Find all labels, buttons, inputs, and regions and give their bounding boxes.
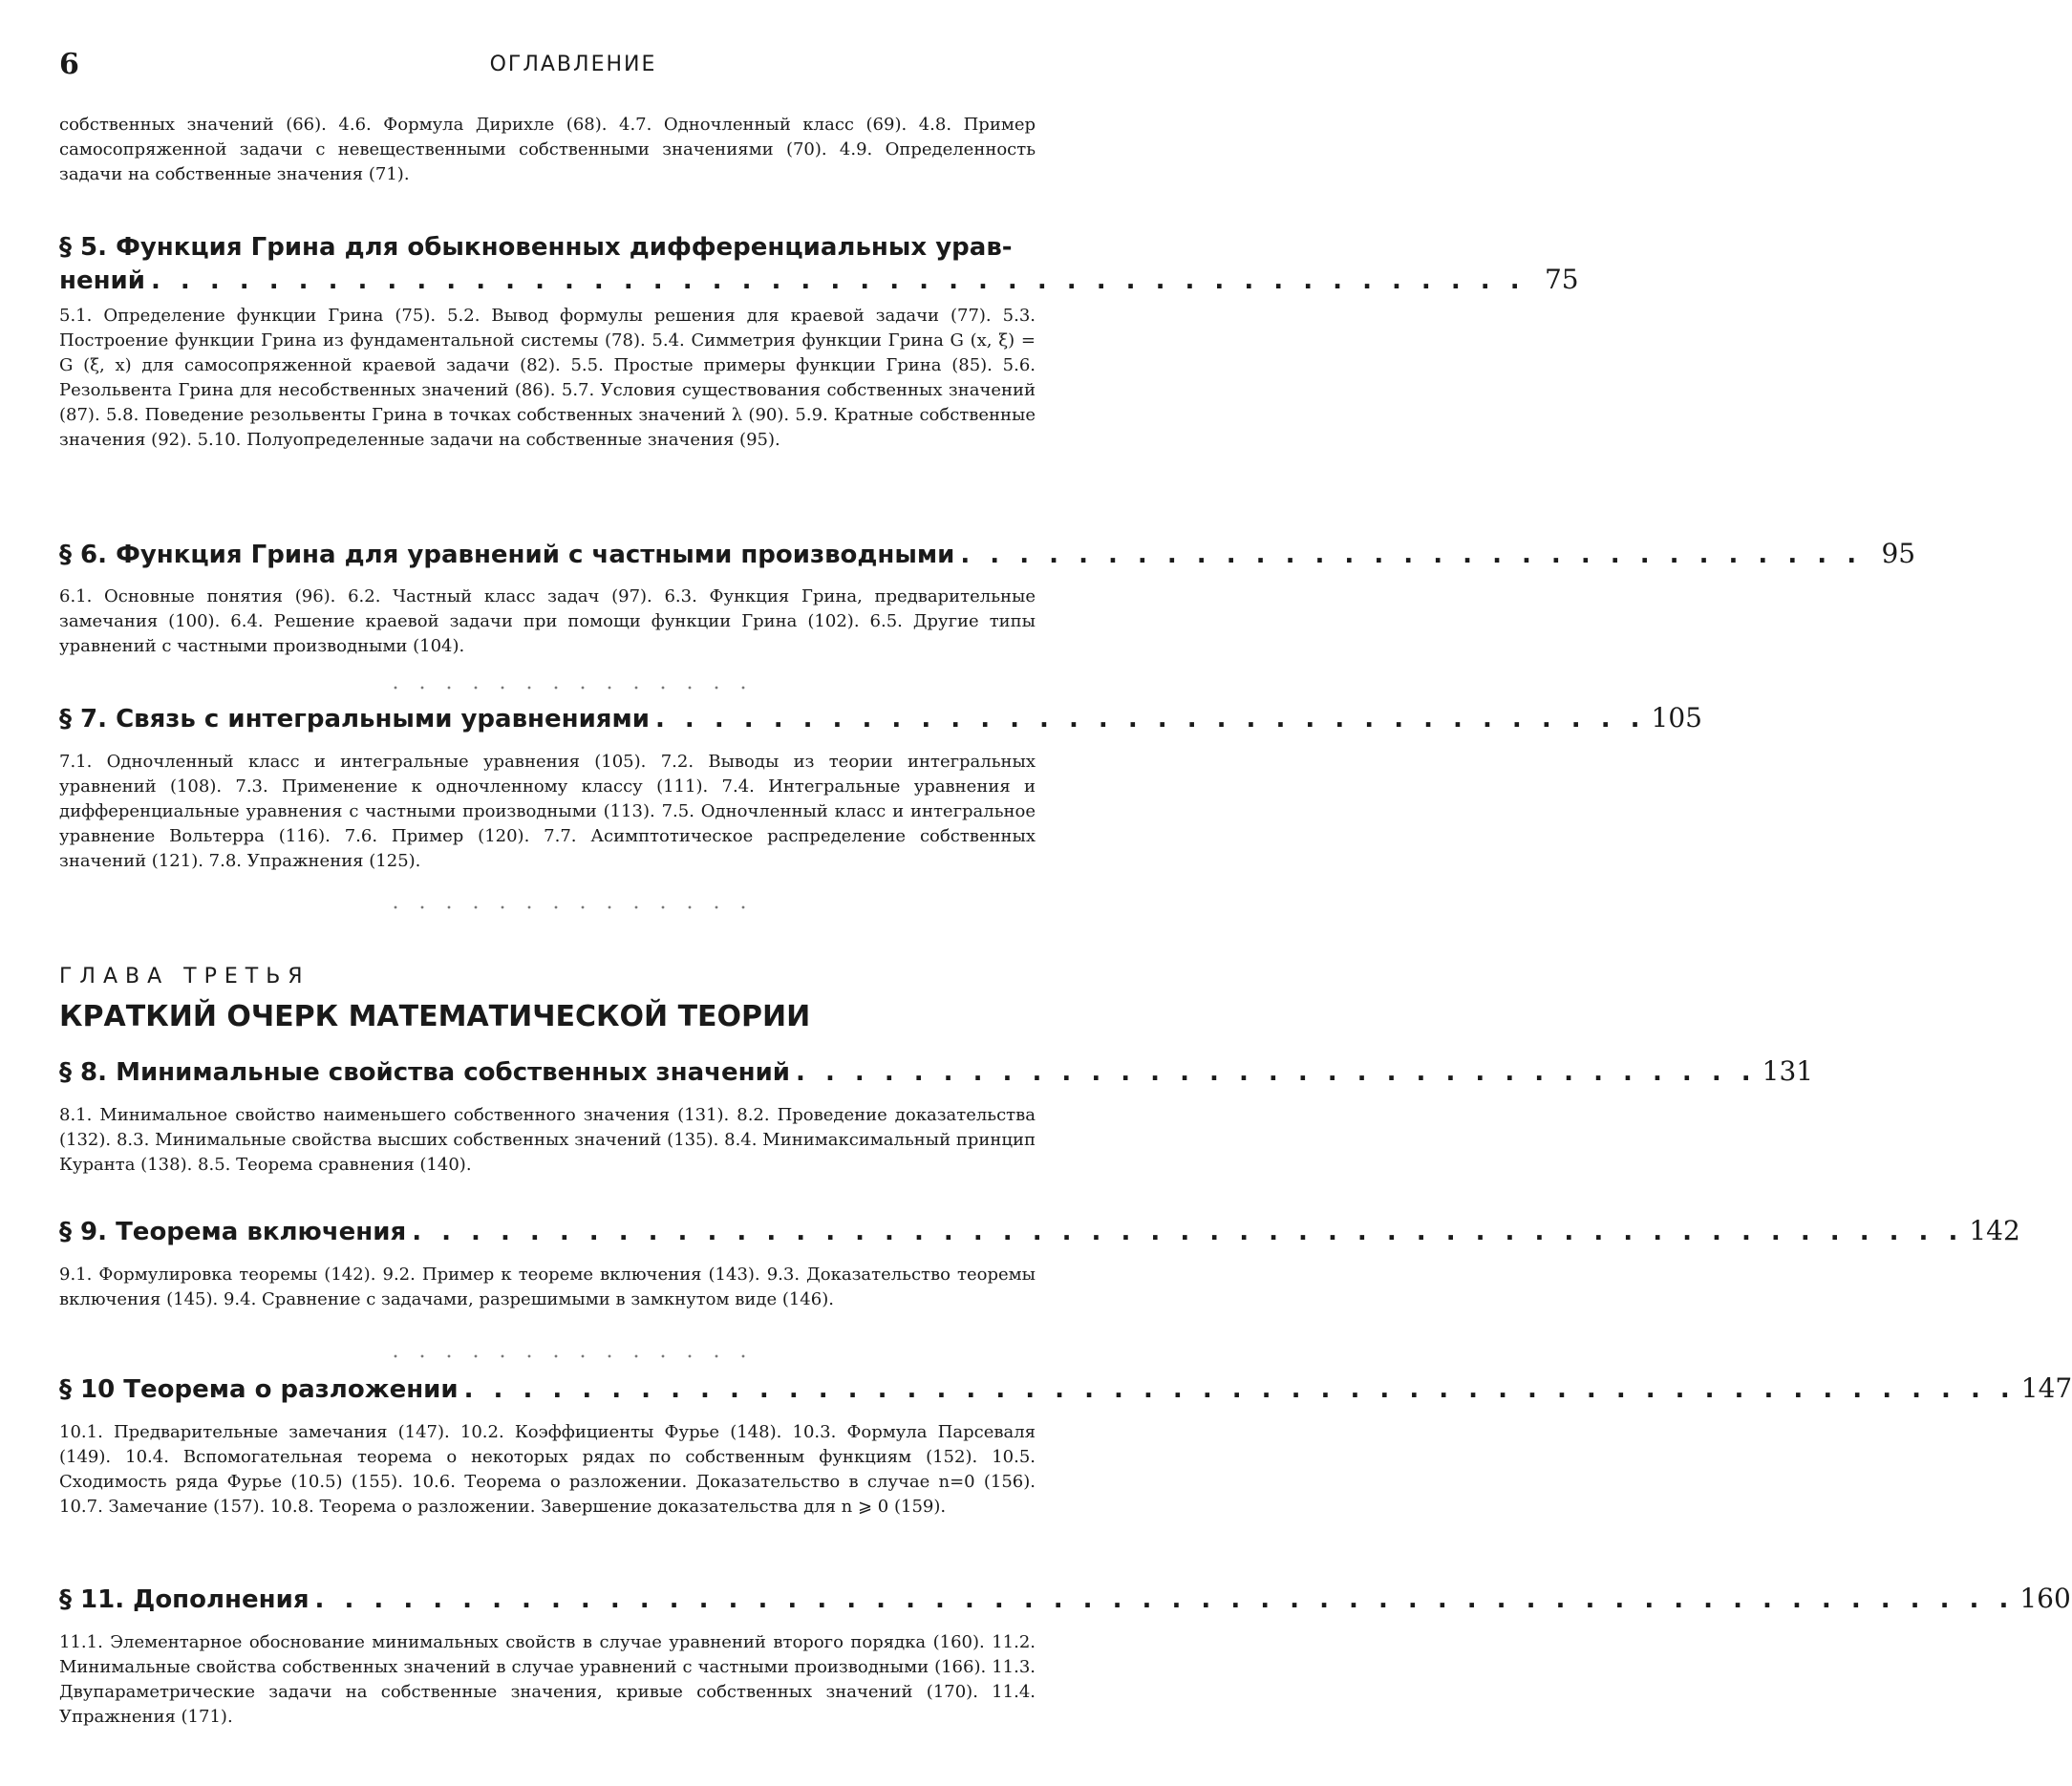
section-6-heading[interactable]	[59, 538, 1108, 571]
section-9-page: 142	[1969, 1215, 2017, 1247]
dot-leader: . . . . . . . . . . . . . . . . . . . . . . . . . . . . . . . . . . . . . . . . . . . . . . . . . . . . .	[412, 1216, 1963, 1248]
separator-dots	[382, 1354, 764, 1358]
intro-paragraph: собственных значений (66). 4.6. Формула Дирихле (68). 4.7. Одночленный класс (69). 4.8. Пример самосопряженной задачи с невещественными собственными значениями (70). 4.9. Определенность задачи на собственные значения (71).	[59, 113, 1036, 187]
section-5-page: 75	[1531, 264, 1579, 296]
page-number: 6	[59, 48, 79, 81]
dot-leader: . . . . . . . . . . . . . . . . . . . . . . . . . . . . . . . . . . . . . . . . . . . . . . . . . . . . .	[464, 1373, 2016, 1406]
section-7-contents: 7.1. Одночленный класс и интегральные уравнения (105). 7.2. Выводы из теории интегральных уравнений (108). 7.3. Применение к одночленному классу (111). 7.4. Интегральные уравнения и дифференциальные уравнения с частными производными (113). 7.5. Одночленный класс и интегральное уравнение Вольтерра (116). 7.6. Пример (120). 7.7. Асимптотическое распределение собственных значений (121). 7.8. Упражнения (125).	[59, 750, 1036, 874]
section-5-title: нений	[59, 265, 145, 297]
dot-leader: . . . . . . . . . . . . . . . . . . . . . . . . . . . . . . . . . . . . . . . . . . . . . . . . . . . . . . . . . .	[315, 1584, 2015, 1616]
separator-dots	[382, 686, 764, 690]
section-7-heading[interactable]	[59, 702, 1108, 735]
dot-leader: . . . . . . . . . . . . . . . . . . . . . . . . . . . . . . . . . .	[655, 703, 1646, 735]
section-9-contents: 9.1. Формулировка теоремы (142). 9.2. Пример к теореме включения (143). 9.3. Доказательство теоремы включения (145). 9.4. Сравнение с задачами, разрешимыми в замкнутом виде (146).	[59, 1263, 1036, 1312]
section-9-heading[interactable]	[59, 1215, 1108, 1248]
running-head: ОГЛАВЛЕНИЕ	[0, 53, 1146, 76]
section-11-contents: 11.1. Элементарное обоснование минимальных свойств в случае уравнений второго порядка (160). 11.2. Минимальные свойства собственных значений в случае уравнений с частными производными (166). 11.3. Двупараметрические задачи на собственные значения, кривые собственных значений (170). 11.4. Упражнения (171).	[59, 1630, 1036, 1730]
section-5-title-line1: § 5. Функция Грина для обыкновенных дифференциальных урав-	[59, 231, 1108, 264]
section-7-page: 105	[1652, 702, 1699, 734]
separator-dots	[382, 905, 764, 909]
section-6-contents: 6.1. Основные понятия (96). 6.2. Частный класс задач (97). 6.3. Функция Грина, предварительные замечания (100). 6.4. Решение краевой задачи при помощи функции Грина (102). 6.5. Другие типы уравнений с частными производными (104).	[59, 585, 1036, 659]
section-5-contents: 5.1. Определение функции Грина (75). 5.2. Вывод формулы решения для краевой задачи (77). 5.3. Построение функции Грина из фундаментальной системы (78). 5.4. Симметрия функции Грина G (x, ξ) = G (ξ, x) для самосопряженной краевой задачи (82). 5.5. Простые примеры функции Грина (85). 5.6. Резольвента Грина для несобственных значений (86). 5.7. Условия существования собственных значений (87). 5.8. Поведение резольвенты Грина в точках собственных значений λ (90). 5.9. Кратные собственные значения (92). 5.10. Полуопределенные задачи на собственные значения (95).	[59, 304, 1036, 453]
chapter-title: КРАТКИЙ ОЧЕРК МАТЕМАТИЧЕСКОЙ ТЕОРИИ	[59, 1000, 810, 1033]
section-5-heading[interactable]	[59, 231, 1108, 297]
section-6-page: 95	[1868, 538, 1915, 570]
section-8-page: 131	[1762, 1055, 1810, 1088]
dot-leader: . . . . . . . . . . . . . . . . . . . . . . . . . . . . . . .	[960, 539, 1862, 571]
section-8-contents: 8.1. Минимальное свойство наименьшего собственного значения (131). 8.2. Проведение доказательства (132). 8.3. Минимальные свойства высших собственных значений (135). 8.4. Минимаксимальный принцип Куранта (138). 8.5. Теорема сравнения (140).	[59, 1103, 1036, 1178]
section-8-title: § 8. Минимальные свойства собственных значений	[59, 1056, 790, 1089]
chapter-label: ГЛАВА ТРЕТЬЯ	[59, 965, 310, 989]
section-11-title: § 11. Дополнения	[59, 1584, 310, 1616]
section-7-title: § 7. Связь с интегральными уравнениями	[59, 703, 650, 735]
dot-leader: . . . . . . . . . . . . . . . . . . . . . . . . . . . . . . . . .	[796, 1056, 1757, 1089]
section-11-page: 160	[2019, 1583, 2067, 1615]
section-9-title: § 9. Теорема включения	[59, 1216, 406, 1248]
section-10-heading[interactable]	[59, 1372, 1108, 1406]
section-10-page: 147	[2021, 1372, 2069, 1405]
dot-leader: . . . . . . . . . . . . . . . . . . . . . . . . . . . . . . . . . . . . . . . . . . . . . . .	[151, 265, 1526, 297]
section-10-contents: 10.1. Предварительные замечания (147). 10.2. Коэффициенты Фурье (148). 10.3. Формула Парсеваля (149). 10.4. Вспомогательная теорема о некоторых рядах по собственным функциям (152). 10.5. Сходимость ряда Фурье (10.5) (155). 10.6. Теорема о разложении. Доказательство в случае n=0 (156). 10.7. Замечание (157). 10.8. Теорема о разложении. Завершение доказательства для n ⩾ 0 (159).	[59, 1420, 1036, 1520]
section-10-title: § 10 Теорема о разложении	[59, 1373, 459, 1406]
section-8-heading[interactable]	[59, 1055, 1108, 1089]
section-11-heading[interactable]	[59, 1583, 1108, 1616]
section-6-title: § 6. Функция Грина для уравнений с частными производными	[59, 539, 954, 571]
